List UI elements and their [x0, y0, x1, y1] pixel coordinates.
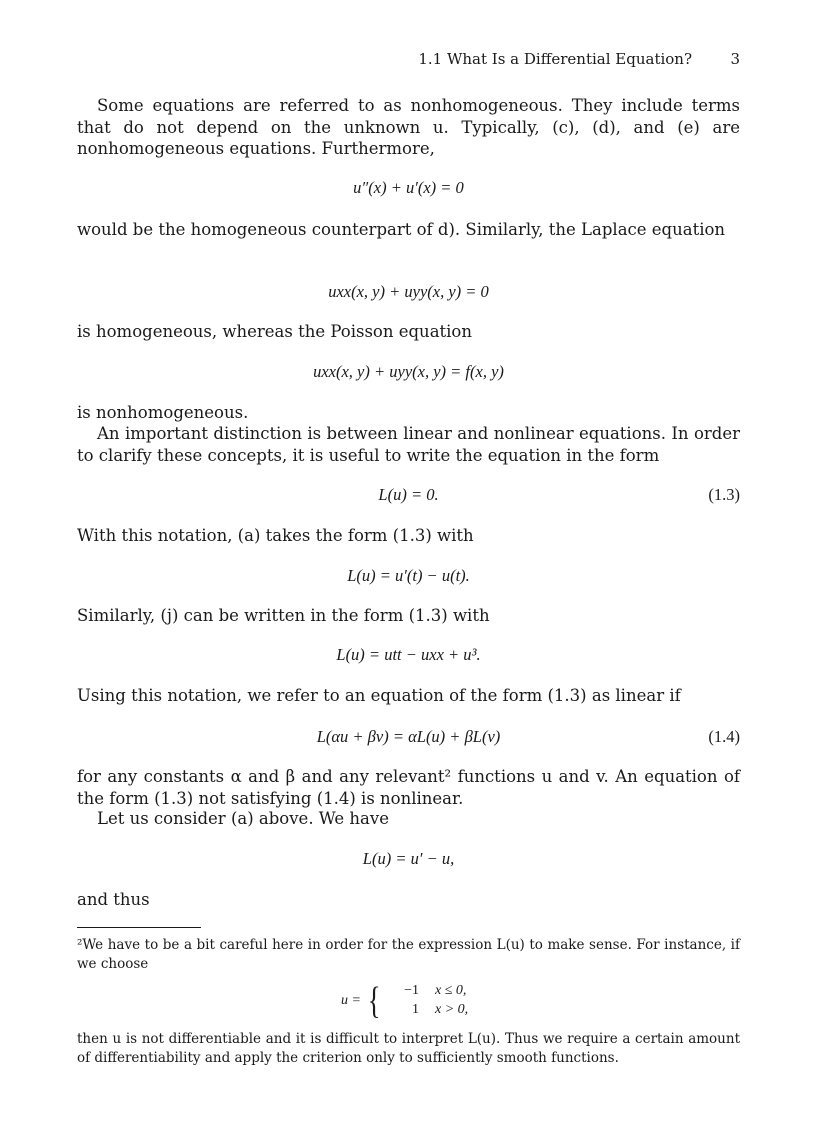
- paragraph-8: Using this notation, we refer to an equation of the form (1.3) as linear if: [77, 686, 681, 705]
- page-number: 3: [730, 50, 740, 68]
- cases-brace: {: [367, 980, 381, 1022]
- footnote-text-2: then u is not differentiable and it is difficult to interpret L(u). Thus we require a certain amount of differentiability and apply the criterion only to sufficiently smooth functions.: [77, 1031, 740, 1066]
- paragraph-7: Similarly, (j) can be written in the form (1.3) with: [77, 606, 490, 625]
- equation-homogeneous-d: u″(x) + u′(x) = 0: [353, 178, 464, 197]
- cases-lhs: u =: [341, 993, 361, 1008]
- paragraph-10: Let us consider (a) above. We have: [97, 809, 389, 828]
- cases-row-2: [389, 1002, 468, 1018]
- paragraph-11: and thus: [77, 890, 150, 909]
- equation-1-4: [77, 727, 740, 747]
- footnote-rule: [77, 927, 201, 928]
- equation-a-operator: L(u) = u′ − u,: [362, 849, 455, 868]
- paragraph-5: An important distinction is between linear and nonlinear equations. In order to clarify these concepts, it is useful to write the equation in the form: [77, 424, 740, 465]
- case-2-condition: x > 0,: [435, 1002, 469, 1017]
- equation-1-3: [77, 485, 740, 505]
- equation-laplace: uxx(x, y) + uyy(x, y) = 0: [328, 282, 489, 301]
- cases-row-1: [389, 983, 466, 999]
- footnote-text-1: ²We have to be a bit careful here in order for the expression L(u) to make sense. For instance, if we choose: [77, 937, 740, 972]
- case-2-value: 1: [412, 1002, 419, 1017]
- case-1-condition: x ≤ 0,: [435, 983, 467, 998]
- equation-a-form: L(u) = u′(t) − u(t).: [347, 566, 470, 585]
- footnote-cases-equation: [341, 980, 481, 1025]
- equation-1-4-body: L(αu + βv) = αL(u) + βL(v): [316, 727, 501, 746]
- paragraph-3: is homogeneous, whereas the Poisson equation: [77, 322, 472, 341]
- paragraph-1: Some equations are referred to as nonhomogeneous. They include terms that do not depend on the unknown u. Typically, (c), (d), and (e) are nonhomogeneous equations. Furthermore,: [77, 96, 740, 158]
- section-title: 1.1 What Is a Differential Equation?: [418, 50, 692, 68]
- equation-j-form: L(u) = utt − uxx + u³.: [336, 645, 481, 664]
- equation-number-1-3: (1.3): [708, 485, 740, 504]
- paragraph-4: is nonhomogeneous.: [77, 403, 249, 422]
- paragraph-2: would be the homogeneous counterpart of d). Similarly, the Laplace equation: [77, 220, 726, 239]
- paragraph-6: With this notation, (a) takes the form (1.3) with: [77, 526, 474, 545]
- equation-poisson: uxx(x, y) + uyy(x, y) = f(x, y): [313, 362, 504, 381]
- paragraph-9: for any constants α and β and any relevant² functions u and v. An equation of the form (1.3) not satisfying (1.4) is nonlinear.: [77, 767, 740, 808]
- equation-1-3-body: L(u) = 0.: [378, 485, 439, 504]
- equation-number-1-4: (1.4): [708, 727, 740, 746]
- case-1-value: −1: [404, 983, 419, 998]
- running-header: [77, 50, 740, 72]
